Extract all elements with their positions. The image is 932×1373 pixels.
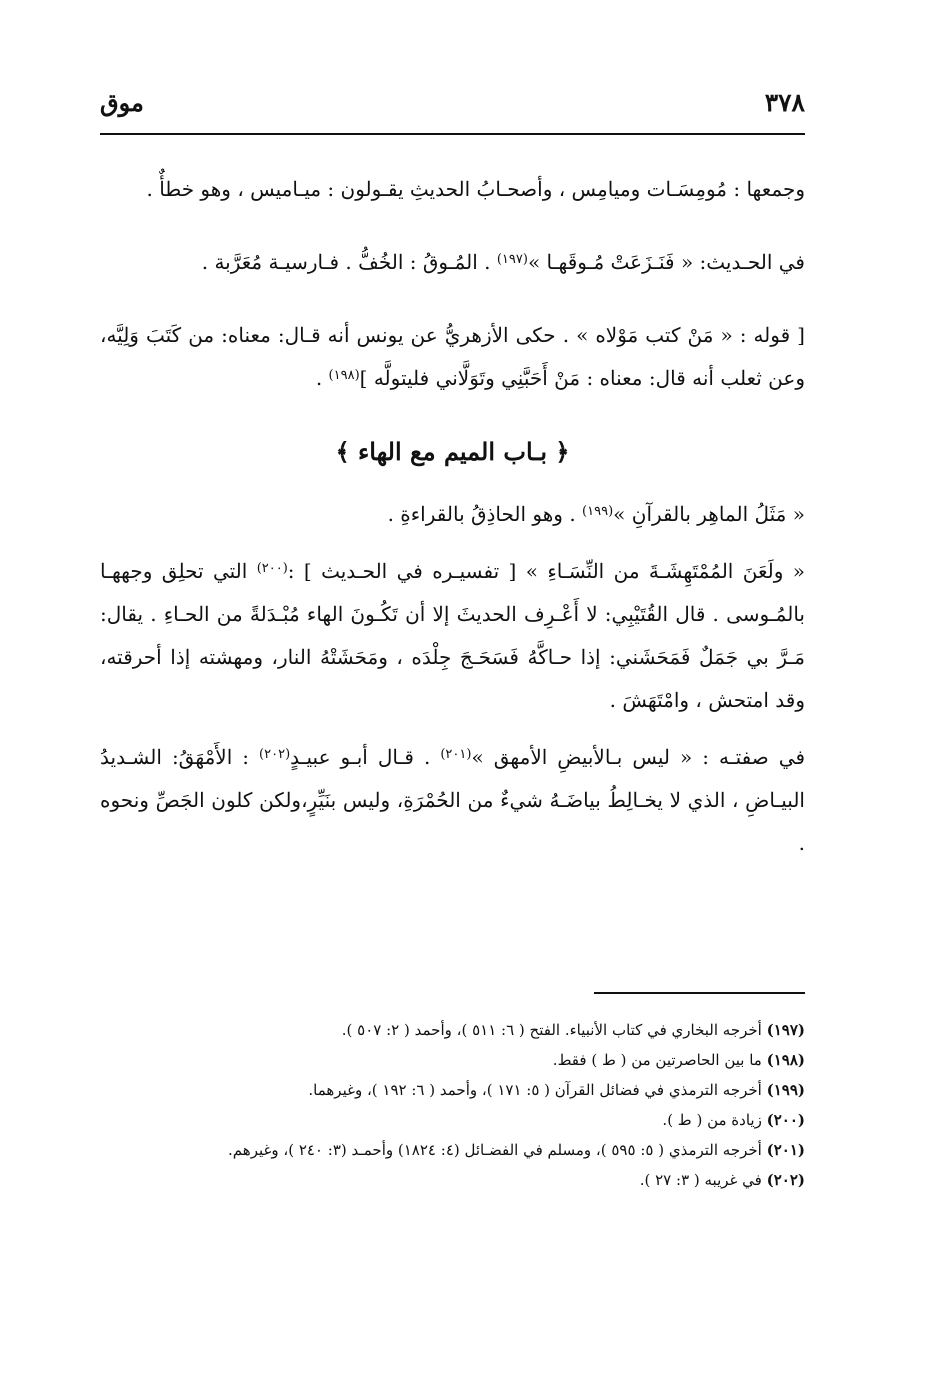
footnotes bbox=[100, 1014, 805, 1196]
footnote-ref: (٢٠٠) bbox=[256, 561, 288, 576]
footnote-ref: (٢٠٢) bbox=[259, 747, 291, 762]
footnote bbox=[100, 1166, 805, 1194]
footnote-ref: (٢٠١) bbox=[440, 747, 472, 762]
footnote-text: في غريبه ( ٣: ٢٧ ). bbox=[639, 1171, 762, 1189]
footnote-ref: (١٩٧) bbox=[496, 252, 528, 267]
paragraph-text: [ قوله : « مَنْ كتب مَوْلاه » . حكى الأزهريُّ عن يونس أنه قـال: معناه: من كَتَبَ وَلِيَّه، وعن ثعلب أنه قال: معناه : مَنْ أَحَبَّنِي وتَوَلَّاني فليتولَّه ] bbox=[100, 323, 805, 390]
footnote-text: زيادة من ( ط ). bbox=[662, 1111, 762, 1129]
paragraph bbox=[100, 736, 805, 865]
page-header bbox=[100, 78, 805, 126]
paragraph-text: . المُـوقُ : الخُفُّ . فـارسيـة مُعَرَّبة . bbox=[201, 250, 497, 274]
footnote-ref: (١٩٩) bbox=[582, 504, 614, 519]
footnote-number: (١٩٩) bbox=[766, 1081, 805, 1099]
footnote bbox=[100, 1136, 805, 1164]
footnote-number: (٢٠٢) bbox=[766, 1171, 805, 1189]
footnote bbox=[100, 1016, 805, 1044]
paragraph-text: التي تحلِق وجههـا بالمُـوسى . قال القُتَيْبِي: لا أَعْـرِف الحديثَ إلا أن تَكُـونَ الهاء مُبْـدَلةً من الحـاءِ . يقال: مَـرَّ بي جَمَلٌ فَمَحَشَني: إذا حـاكَّهُ فَسَحَـجَ جِلْدَه ، ومَحَشَتْهُ النار، ومهشته إذا أحرقته، وقد امتحش ، وامْتَهَشَ . bbox=[100, 559, 805, 712]
footnote-text: ما بين الحاصرتين من ( ط ) فقط. bbox=[552, 1051, 762, 1069]
paragraph bbox=[100, 241, 805, 284]
footnote bbox=[100, 1106, 805, 1134]
paragraph-text: . bbox=[315, 366, 329, 390]
paragraph-text: : الأَمْهَقُ: الشـديدُ البيـاضِ ، الذي لا يخـالِطُ بياضَـهُ شيءٌ من الحُمْرَةِ، وليس بنَيِّرٍ،ولكن كلون الجَصِّ ونحوه . bbox=[100, 745, 805, 855]
paragraph-text: في صفتـه : « ليس بـالأبيضِ الأمهق » bbox=[471, 745, 806, 769]
footnote-number: (٢٠١) bbox=[766, 1141, 805, 1159]
footnote-ref: (١٩٨) bbox=[328, 368, 360, 383]
body-text bbox=[100, 168, 805, 879]
footnote-text: أخرجه الترمذي في فضائل القرآن ( ٥: ١٧١ )، وأحمد ( ٦: ١٩٢ )، وغيرهما. bbox=[308, 1081, 762, 1099]
paragraph bbox=[100, 168, 805, 211]
header-rule bbox=[100, 133, 805, 135]
running-head: موق bbox=[100, 87, 144, 117]
paragraph-text: « ولَعَنَ المُمْتَهِشَـةَ من النِّسَـاءِ » [ تفسيـره في الحـديث ] : bbox=[287, 559, 805, 583]
footnote-rule bbox=[594, 992, 805, 994]
footnote-number: (١٩٨) bbox=[766, 1051, 805, 1069]
paragraph bbox=[100, 493, 805, 536]
page-number: ٣٧٨ bbox=[764, 87, 805, 117]
paragraph bbox=[100, 550, 805, 722]
footnote-number: (٢٠٠) bbox=[766, 1111, 805, 1129]
section-title: ﴿ بـاب الميم مع الهاء ﴾ bbox=[335, 437, 570, 466]
footnote-text: أخرجه البخاري في كتاب الأنبياء. الفتح ( ٦: ٥١١ )، وأحمد ( ٢: ٥٠٧ ). bbox=[341, 1021, 762, 1039]
paragraph-text: . قـال أبـو عبيـدٍ bbox=[290, 745, 441, 769]
footnote-number: (١٩٧) bbox=[766, 1021, 805, 1039]
paragraph-text: في الحـديث: « فَنَـزَعَتْ مُـوقَهـا » bbox=[527, 250, 805, 274]
footnote-text: أخرجه الترمذي ( ٥: ٥٩٥ )، ومسلم في الفضـائل (٤: ١٨٢٤) وأحمـد (٣: ٢٤٠ )، وغيرهم. bbox=[228, 1141, 762, 1159]
paragraph bbox=[100, 314, 805, 400]
footnote bbox=[100, 1076, 805, 1104]
paragraph-text: « مَثَلُ الماهِر بالقرآنِ » bbox=[613, 502, 805, 526]
footnote bbox=[100, 1046, 805, 1074]
paragraph-text: . وهو الحاذِقُ بالقراءةِ . bbox=[387, 502, 583, 526]
paragraph-text: وجمعها : مُومِسَـات وميامِس ، وأصحـابُ الحديثِ يقـولون : ميـاميس ، وهو خطأٌ . bbox=[146, 177, 805, 201]
